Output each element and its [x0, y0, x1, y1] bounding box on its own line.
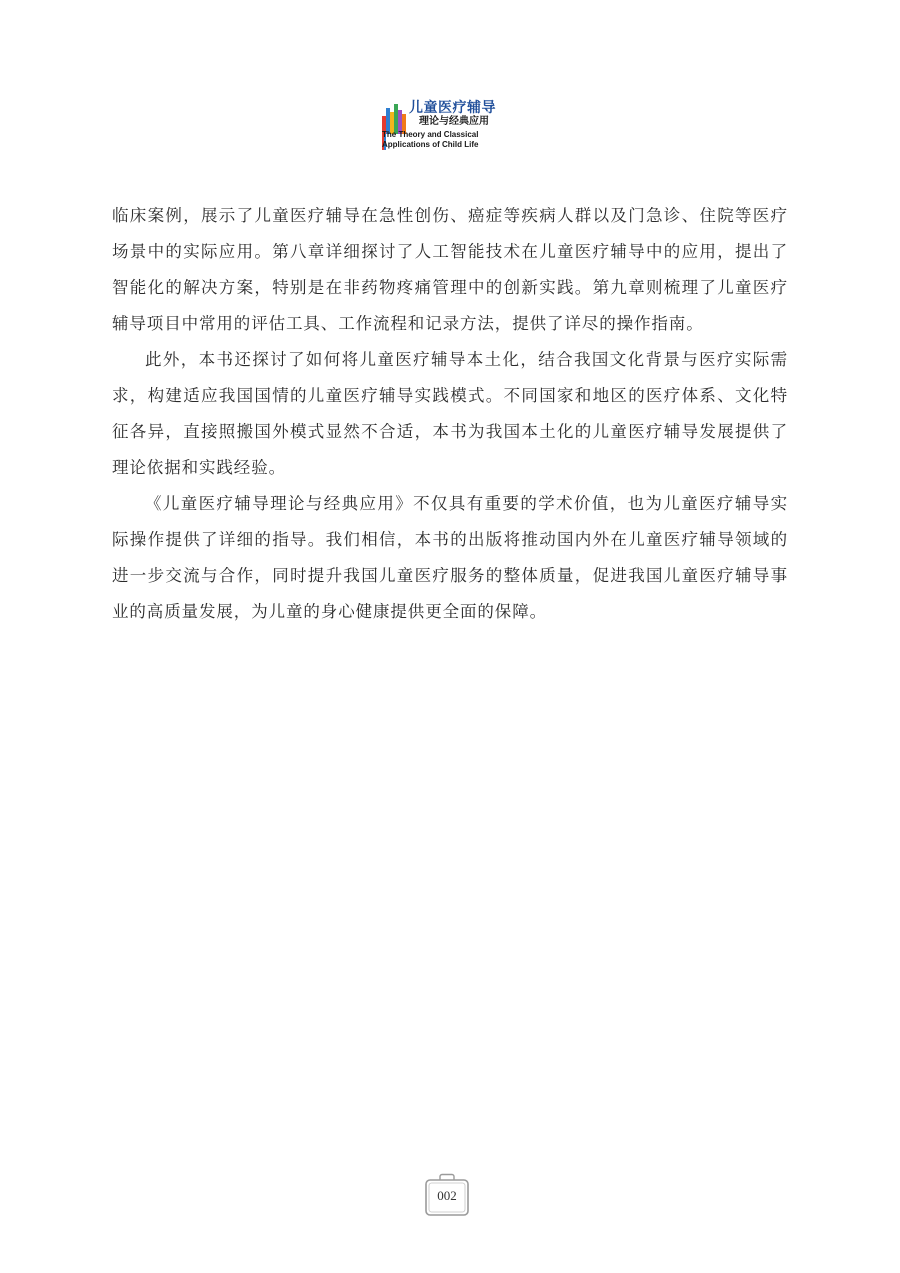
body-text: [112, 198, 788, 630]
page-number: 002: [437, 1188, 457, 1203]
running-header-logo: [382, 100, 522, 152]
book-title-en-line1: The Theory and Classical: [382, 130, 479, 139]
book-title-en: [382, 130, 522, 150]
book-title-cn: 儿童医疗辅导: [409, 100, 496, 116]
book-title-en-line2: Applications of Child Life: [382, 140, 479, 149]
book-subtitle-cn: 理论与经典应用: [419, 116, 489, 127]
paragraph-2: 此外，本书还探讨了如何将儿童医疗辅导本土化，结合我国文化背景与医疗实际需求，构建适应我国国情的儿童医疗辅导实践模式。不同国家和地区的医疗体系、文化特征各异，直接照搬国外模式显然不合适，本书为我国本土化的儿童医疗辅导发展提供了理论依据和实践经验。: [112, 350, 788, 477]
paragraph-3: 《儿童医疗辅导理论与经典应用》不仅具有重要的学术价值，也为儿童医疗辅导实际操作提供了详细的指导。我们相信，本书的出版将推动国内外在儿童医疗辅导领域的进一步交流与合作，同时提升我国儿童医疗服务的整体质量，促进我国儿童医疗辅导事业的高质量发展，为儿童的身心健康提供更全面的保障。: [112, 494, 788, 621]
paragraph-1: 临床案例，展示了儿童医疗辅导在急性创伤、癌症等疾病人群以及门急诊、住院等医疗场景中的实际应用。第八章详细探讨了人工智能技术在儿童医疗辅导中的应用，提出了智能化的解决方案，特别是在非药物疼痛管理中的创新实践。第九章则梳理了儿童医疗辅导项目中常用的评估工具、工作流程和记录方法，提供了详尽的操作指南。: [112, 206, 788, 333]
page-number-badge: [424, 1173, 470, 1217]
